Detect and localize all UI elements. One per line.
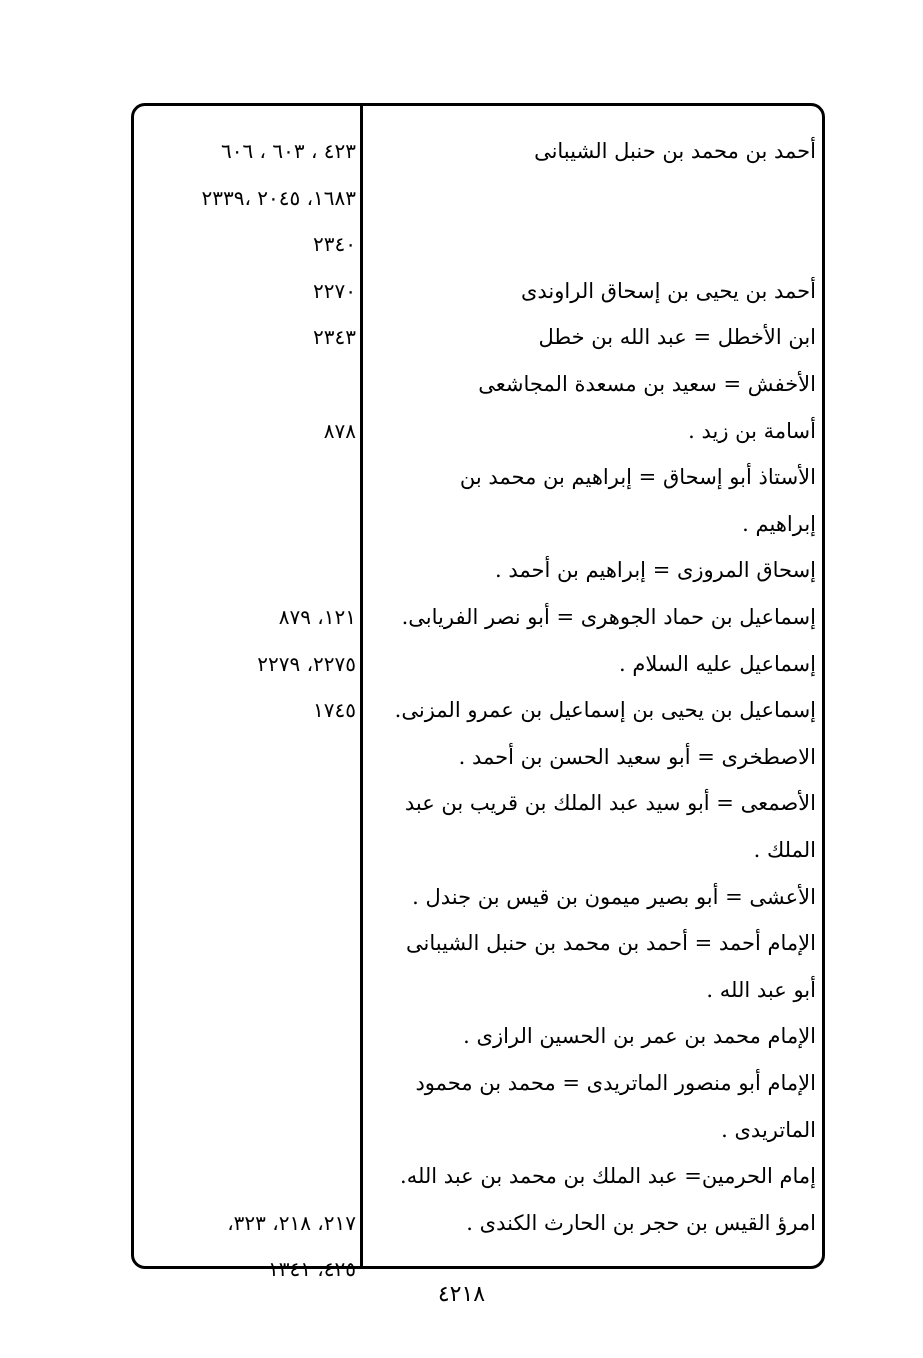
index-entry-pages <box>134 1060 356 1106</box>
index-entry-pages: ٢٣٤٣ <box>313 325 356 350</box>
index-row <box>134 780 822 826</box>
index-entry-name: أحمد بن يحيى بن إسحاق الراوندى <box>520 278 816 303</box>
index-entry-pages <box>134 361 356 407</box>
index-row <box>134 1200 822 1246</box>
index-entry-pages <box>134 874 356 920</box>
index-entry-pages: ٢٢٧٥، ٢٢٧٩ <box>257 651 356 676</box>
index-row <box>134 501 822 547</box>
index-row <box>134 454 822 500</box>
index-entry-name: الإمام أبو منصور الماتريدى = محمد بن محمود <box>415 1071 816 1095</box>
index-entry-name: الأخفش = سعيد بن مسعدة المجاشعى <box>478 372 816 396</box>
index-entry-name: إسماعيل بن يحيى بن إسماعيل بن عمرو المزنى. <box>394 698 816 723</box>
index-row <box>134 221 822 267</box>
index-entry-pages <box>134 734 356 780</box>
index-row <box>134 874 822 920</box>
index-entry-name: إبراهيم . <box>742 511 816 536</box>
index-entry-pages: ١٢١، ٨٧٩ <box>278 605 356 629</box>
index-entry-pages: ٤٢٥، ١٣٤١ <box>267 1257 356 1282</box>
index-row <box>134 314 822 360</box>
index-row <box>134 1153 822 1199</box>
index-entry-pages: ٨٧٨ <box>323 418 356 443</box>
index-entry-pages <box>134 454 356 500</box>
index-entry-name: الأعشى = أبو بصير ميمون بن قيس بن جندل . <box>412 884 816 909</box>
index-row <box>134 1060 822 1106</box>
index-entry-pages: ٢١٧، ٢١٨، ٣٢٣، <box>227 1210 356 1235</box>
index-entry-name <box>366 175 816 221</box>
index-row <box>134 1013 822 1059</box>
index-entry-name: أحمد بن محمد بن حنبل الشيبانى <box>534 139 816 163</box>
index-row <box>134 1107 822 1153</box>
index-entry-pages <box>134 920 356 966</box>
index-entry-name: الملك . <box>753 838 816 862</box>
index-entry-name: الأصمعى = أبو سيد عبد الملك بن قريب بن عبد <box>404 791 816 816</box>
index-entry-pages <box>134 780 356 826</box>
index-entry-pages: ٢٢٧٠ <box>313 278 356 303</box>
index-row <box>134 175 822 221</box>
index-row <box>134 594 822 640</box>
index-row <box>134 687 822 733</box>
index-entry-pages: ١٧٤٥ <box>313 698 356 723</box>
index-entry-pages <box>134 1153 356 1199</box>
index-row <box>134 641 822 687</box>
index-entry-pages <box>134 501 356 547</box>
index-entry-name: إسحاق المروزى = إبراهيم بن أحمد . <box>495 558 816 583</box>
index-entry-pages <box>134 547 356 593</box>
index-entry-pages <box>134 967 356 1013</box>
index-entry-name: إسماعيل عليه السلام . <box>618 651 816 676</box>
index-entry-name: إسماعيل بن حماد الجوهرى = أبو نصر الفريابى. <box>401 605 816 629</box>
index-entry-name: ابن الأخطل = عبد الله بن خطل <box>538 325 816 350</box>
index-entry-name: إمام الحرمين= عبد الملك بن محمد بن عبد الله. <box>400 1164 816 1189</box>
index-entry-name: أبو عبد الله . <box>706 977 816 1002</box>
index-row <box>134 920 822 966</box>
index-row <box>134 361 822 407</box>
index-entry-pages: ٢٣٤٠ <box>313 232 356 257</box>
index-row <box>134 408 822 454</box>
index-entry-pages <box>134 827 356 873</box>
index-entry-name: الإمام أحمد = أحمد بن محمد بن حنبل الشيبانى <box>406 931 816 956</box>
index-entry-name: الإمام محمد بن عمر بن الحسين الرازى . <box>463 1024 816 1049</box>
index-entry-name <box>366 221 816 267</box>
index-row <box>134 128 822 174</box>
index-row <box>134 547 822 593</box>
page-number: ٤٢١٨ <box>437 1282 486 1307</box>
index-entry-name: امرؤ القيس بن حجر بن الحارث الكندى . <box>466 1210 816 1235</box>
index-entry-name: الأستاذ أبو إسحاق = إبراهيم بن محمد بن <box>459 465 816 490</box>
index-entry-name: الماتريدى . <box>721 1117 816 1142</box>
index-entry-name: أسامة بن زيد . <box>688 418 816 443</box>
index-entry-name: الاصطخرى = أبو سعيد الحسن بن أحمد . <box>458 744 816 769</box>
index-row <box>134 734 822 780</box>
index-row <box>134 967 822 1013</box>
index-entry-pages: ٤٢٣ ، ٦٠٣ ، ٦٠٦ <box>220 139 356 163</box>
index-entry-pages <box>134 1013 356 1059</box>
index-entry-pages <box>134 1107 356 1153</box>
index-row <box>134 268 822 314</box>
index-entry-pages: ١٦٨٣، ٢٠٤٥ ،٢٣٣٩ <box>201 185 356 210</box>
index-row <box>134 827 822 873</box>
